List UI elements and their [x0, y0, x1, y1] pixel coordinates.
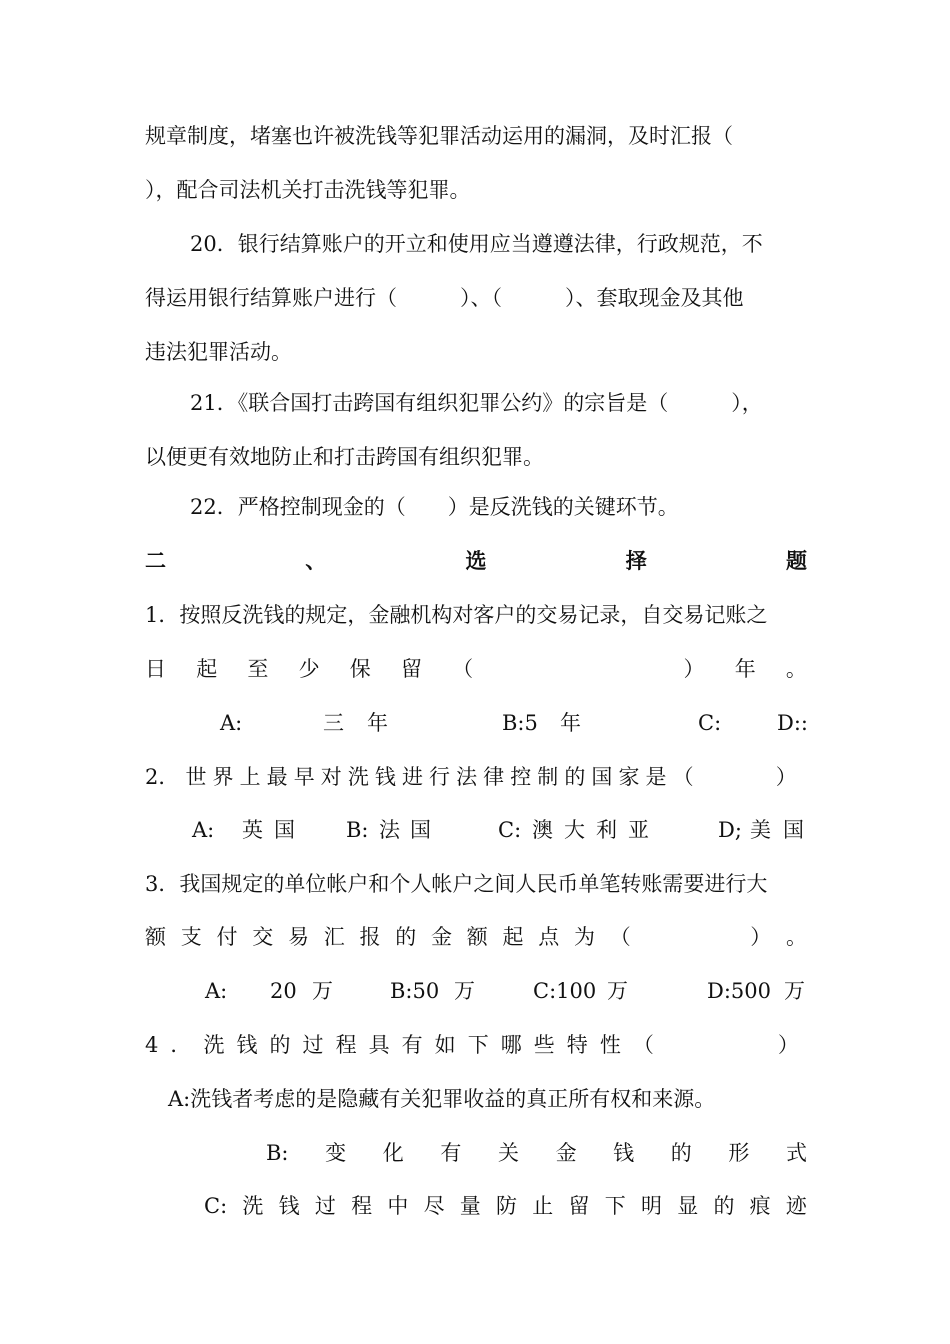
option-b-label: B:50: [390, 979, 440, 1003]
q4c-char: 洗: [242, 1194, 264, 1218]
q1-char: 年: [734, 657, 756, 681]
q4c-char: 程: [351, 1194, 373, 1218]
q3-char: 易: [288, 925, 309, 949]
q4-char: 有: [401, 1033, 423, 1057]
q4c-char: 痕: [749, 1194, 771, 1218]
q3-char: 额: [466, 925, 488, 949]
section-heading-char: 选: [465, 548, 487, 573]
q4-char: 些: [533, 1033, 555, 1057]
q1-char: 。: [785, 657, 807, 681]
q3-char: 交: [252, 925, 274, 949]
q4c-char: 显: [677, 1194, 699, 1218]
section-heading: [145, 546, 807, 576]
section-heading-char: 、: [305, 548, 327, 573]
q2-char: 进: [401, 765, 423, 789]
option-b-label: B:: [266, 1141, 289, 1165]
q4b-char: 金: [555, 1141, 577, 1165]
q4b-char: 变: [325, 1141, 347, 1165]
section-heading-char: 题: [786, 548, 807, 573]
q3-char: ）: [750, 925, 772, 949]
question-20-line-3: 违法犯罪活动。: [145, 340, 292, 364]
q4b-char: 关: [497, 1141, 519, 1165]
q4b-char: 的: [670, 1141, 692, 1165]
option-a-text: 三: [323, 711, 344, 735]
option-a-line: A:洗钱者考虑的是隐藏有关犯罪收益的真正所有权和来源。: [168, 1087, 716, 1111]
option-a-label: A:: [192, 818, 215, 842]
q2-char: 世: [185, 765, 207, 789]
q4b-char: 化: [382, 1141, 404, 1165]
q2-char: 钱: [374, 765, 396, 789]
question-20-line-1: 20．银行结算账户的开立和使用应当遵遵法律，行政规范，不: [190, 232, 763, 256]
q4c-char: 尽: [423, 1194, 445, 1218]
option-d-text: 万: [784, 979, 805, 1003]
q2-char: 早: [293, 765, 315, 789]
option-b-text: 万: [454, 979, 475, 1003]
option-d-label: D:500: [707, 979, 771, 1003]
q4c-char: 中: [387, 1194, 409, 1218]
q4-char: 具: [368, 1033, 390, 1057]
q4-char: （: [632, 1033, 654, 1057]
q4c-char: 下: [604, 1194, 626, 1218]
question-21-line-1: 21．《联合国打击跨国有组织犯罪公约》的宗旨是（ ），: [190, 391, 763, 415]
q4c-char: 止: [532, 1194, 554, 1218]
q3-char: 报: [359, 925, 381, 949]
option-d-text: 美: [750, 818, 771, 842]
q4c-char: 量: [459, 1194, 481, 1218]
q2-char: 洗: [347, 765, 369, 789]
q4c-char: 的: [713, 1194, 735, 1218]
q2-char: 对: [320, 765, 342, 789]
section-heading-char: 择: [625, 548, 647, 573]
question-20-line-2: 得运用银行结算账户进行（ ）、（ ）、套取现金及其他: [145, 286, 744, 310]
q4-char: 洗: [203, 1033, 225, 1057]
q4b-char: 形: [728, 1141, 750, 1165]
q4c-char: 钱: [278, 1194, 300, 1218]
option-c-text: 亚: [628, 818, 649, 842]
question-3-line-2: [145, 922, 807, 952]
q3-char: 金: [431, 925, 452, 949]
section-heading-char: 二: [145, 548, 166, 573]
q4-char: 过: [302, 1033, 324, 1057]
option-c-label: C:: [698, 711, 722, 735]
q3-char: 的: [395, 925, 417, 949]
q4-char: 的: [269, 1033, 291, 1057]
answer-blank: [666, 1030, 766, 1060]
q1-char: 保: [349, 657, 371, 681]
option-c-label: C:: [204, 1194, 228, 1218]
question-2-line-1: [145, 762, 797, 792]
q2-char: 控: [510, 765, 532, 789]
q4b-char: 有: [440, 1141, 462, 1165]
option-c-label: C:100: [533, 979, 597, 1003]
question-1-line-1: 1．按照反洗钱的规定，金融机构对客户的交易记录，自交易记账之: [145, 603, 768, 627]
q1-char: ）: [683, 657, 705, 681]
option-c-text: 利: [596, 818, 617, 842]
q4c-char: 迹: [785, 1194, 807, 1218]
option-b-text: 法: [379, 818, 400, 842]
option-b-line: [266, 1138, 807, 1168]
option-a-text: 年: [367, 711, 388, 735]
q3-char: 起: [502, 925, 524, 949]
option-a-label: A:: [220, 711, 243, 735]
option-a-text: 英: [242, 818, 263, 842]
q2-char: 最: [266, 765, 288, 789]
option-a-text: 万: [312, 979, 333, 1003]
q3-char: 汇: [323, 925, 345, 949]
q2-char: 上: [239, 765, 261, 789]
option-b-label: B:: [346, 818, 369, 842]
q2-char: 制: [537, 765, 559, 789]
q2-char: ）: [775, 765, 797, 789]
q2-char: 律: [483, 765, 505, 789]
q4b-char: 钱: [613, 1141, 635, 1165]
option-c-text: 澳: [532, 818, 553, 842]
q4c-char: 过: [314, 1194, 336, 1218]
q4-char: 特: [566, 1033, 588, 1057]
q4b-char: 式: [786, 1141, 807, 1165]
q4-char: ．: [170, 1033, 192, 1057]
option-a-text: 国: [274, 818, 295, 842]
q2-char: 是: [645, 765, 667, 789]
q1-char: （: [452, 657, 474, 681]
q4-char: 如: [434, 1033, 456, 1057]
q2-char: 界: [212, 765, 234, 789]
option-c-text: 大: [564, 818, 585, 842]
option-c-text: 万: [607, 979, 628, 1003]
option-d-label: D;: [718, 818, 742, 842]
q2-char: 行: [429, 765, 450, 789]
option-a-label: A:: [205, 979, 228, 1003]
q3-char: 支: [180, 925, 202, 949]
q3-char: 付: [216, 925, 238, 949]
question-22-line: 22．严格控制现金的（ ）是反洗钱的关键环节。: [190, 495, 679, 519]
option-a-text: 20: [270, 979, 297, 1003]
option-b-text: 年: [560, 711, 581, 735]
q2-char: 家: [618, 765, 640, 789]
q1-char: 留: [400, 657, 422, 681]
option-d-text: 国: [783, 818, 804, 842]
q2-char: 2．: [145, 765, 180, 789]
option-b-text: 国: [410, 818, 431, 842]
q4-char: ）: [777, 1033, 799, 1057]
q4-char: 程: [335, 1033, 357, 1057]
option-b-label: B:5: [502, 711, 538, 735]
q1-char: 日: [145, 657, 166, 681]
q2-char: 法: [456, 765, 478, 789]
q3-char: 。: [786, 925, 807, 949]
q3-char: （: [609, 925, 631, 949]
question-3-line-1: 3．我国规定的单位帐户和个人帐户之间人民币单笔转账需要进行大: [145, 872, 768, 896]
q4c-char: 明: [640, 1194, 662, 1218]
q2-char: （: [672, 765, 694, 789]
text-line: 规章制度，堵塞也许被洗钱等犯罪活动运用的漏洞，及时汇报（: [145, 124, 733, 148]
answer-blank: [503, 654, 653, 684]
q3-char: 为: [574, 925, 595, 949]
option-c-label: C:: [498, 818, 522, 842]
q3-char: 点: [538, 925, 560, 949]
q1-char: 少: [298, 657, 320, 681]
option-d-label: D::: [777, 711, 808, 735]
q2-char: 的: [564, 765, 586, 789]
q4-char: 性: [599, 1033, 621, 1057]
q4c-char: 防: [496, 1194, 518, 1218]
text-line: ），配合司法机关打击洗钱等犯罪。: [145, 178, 471, 202]
q4-char: 4: [145, 1033, 159, 1057]
option-c-line: [204, 1191, 807, 1221]
q1-char: 起: [196, 657, 218, 681]
q4-char: 钱: [236, 1033, 258, 1057]
question-1-line-2: [145, 654, 807, 684]
q3-char: 额: [145, 925, 166, 949]
q4-char: 哪: [500, 1033, 522, 1057]
question-4-line-1: [145, 1030, 799, 1060]
q1-char: 至: [247, 657, 269, 681]
answer-blank: [700, 762, 770, 792]
question-21-line-2: 以便更有效地防止和打击跨国有组织犯罪。: [145, 445, 544, 469]
answer-blank: [646, 922, 736, 952]
q2-char: 国: [591, 765, 613, 789]
q4-char: 下: [467, 1033, 489, 1057]
q4c-char: 留: [568, 1194, 590, 1218]
